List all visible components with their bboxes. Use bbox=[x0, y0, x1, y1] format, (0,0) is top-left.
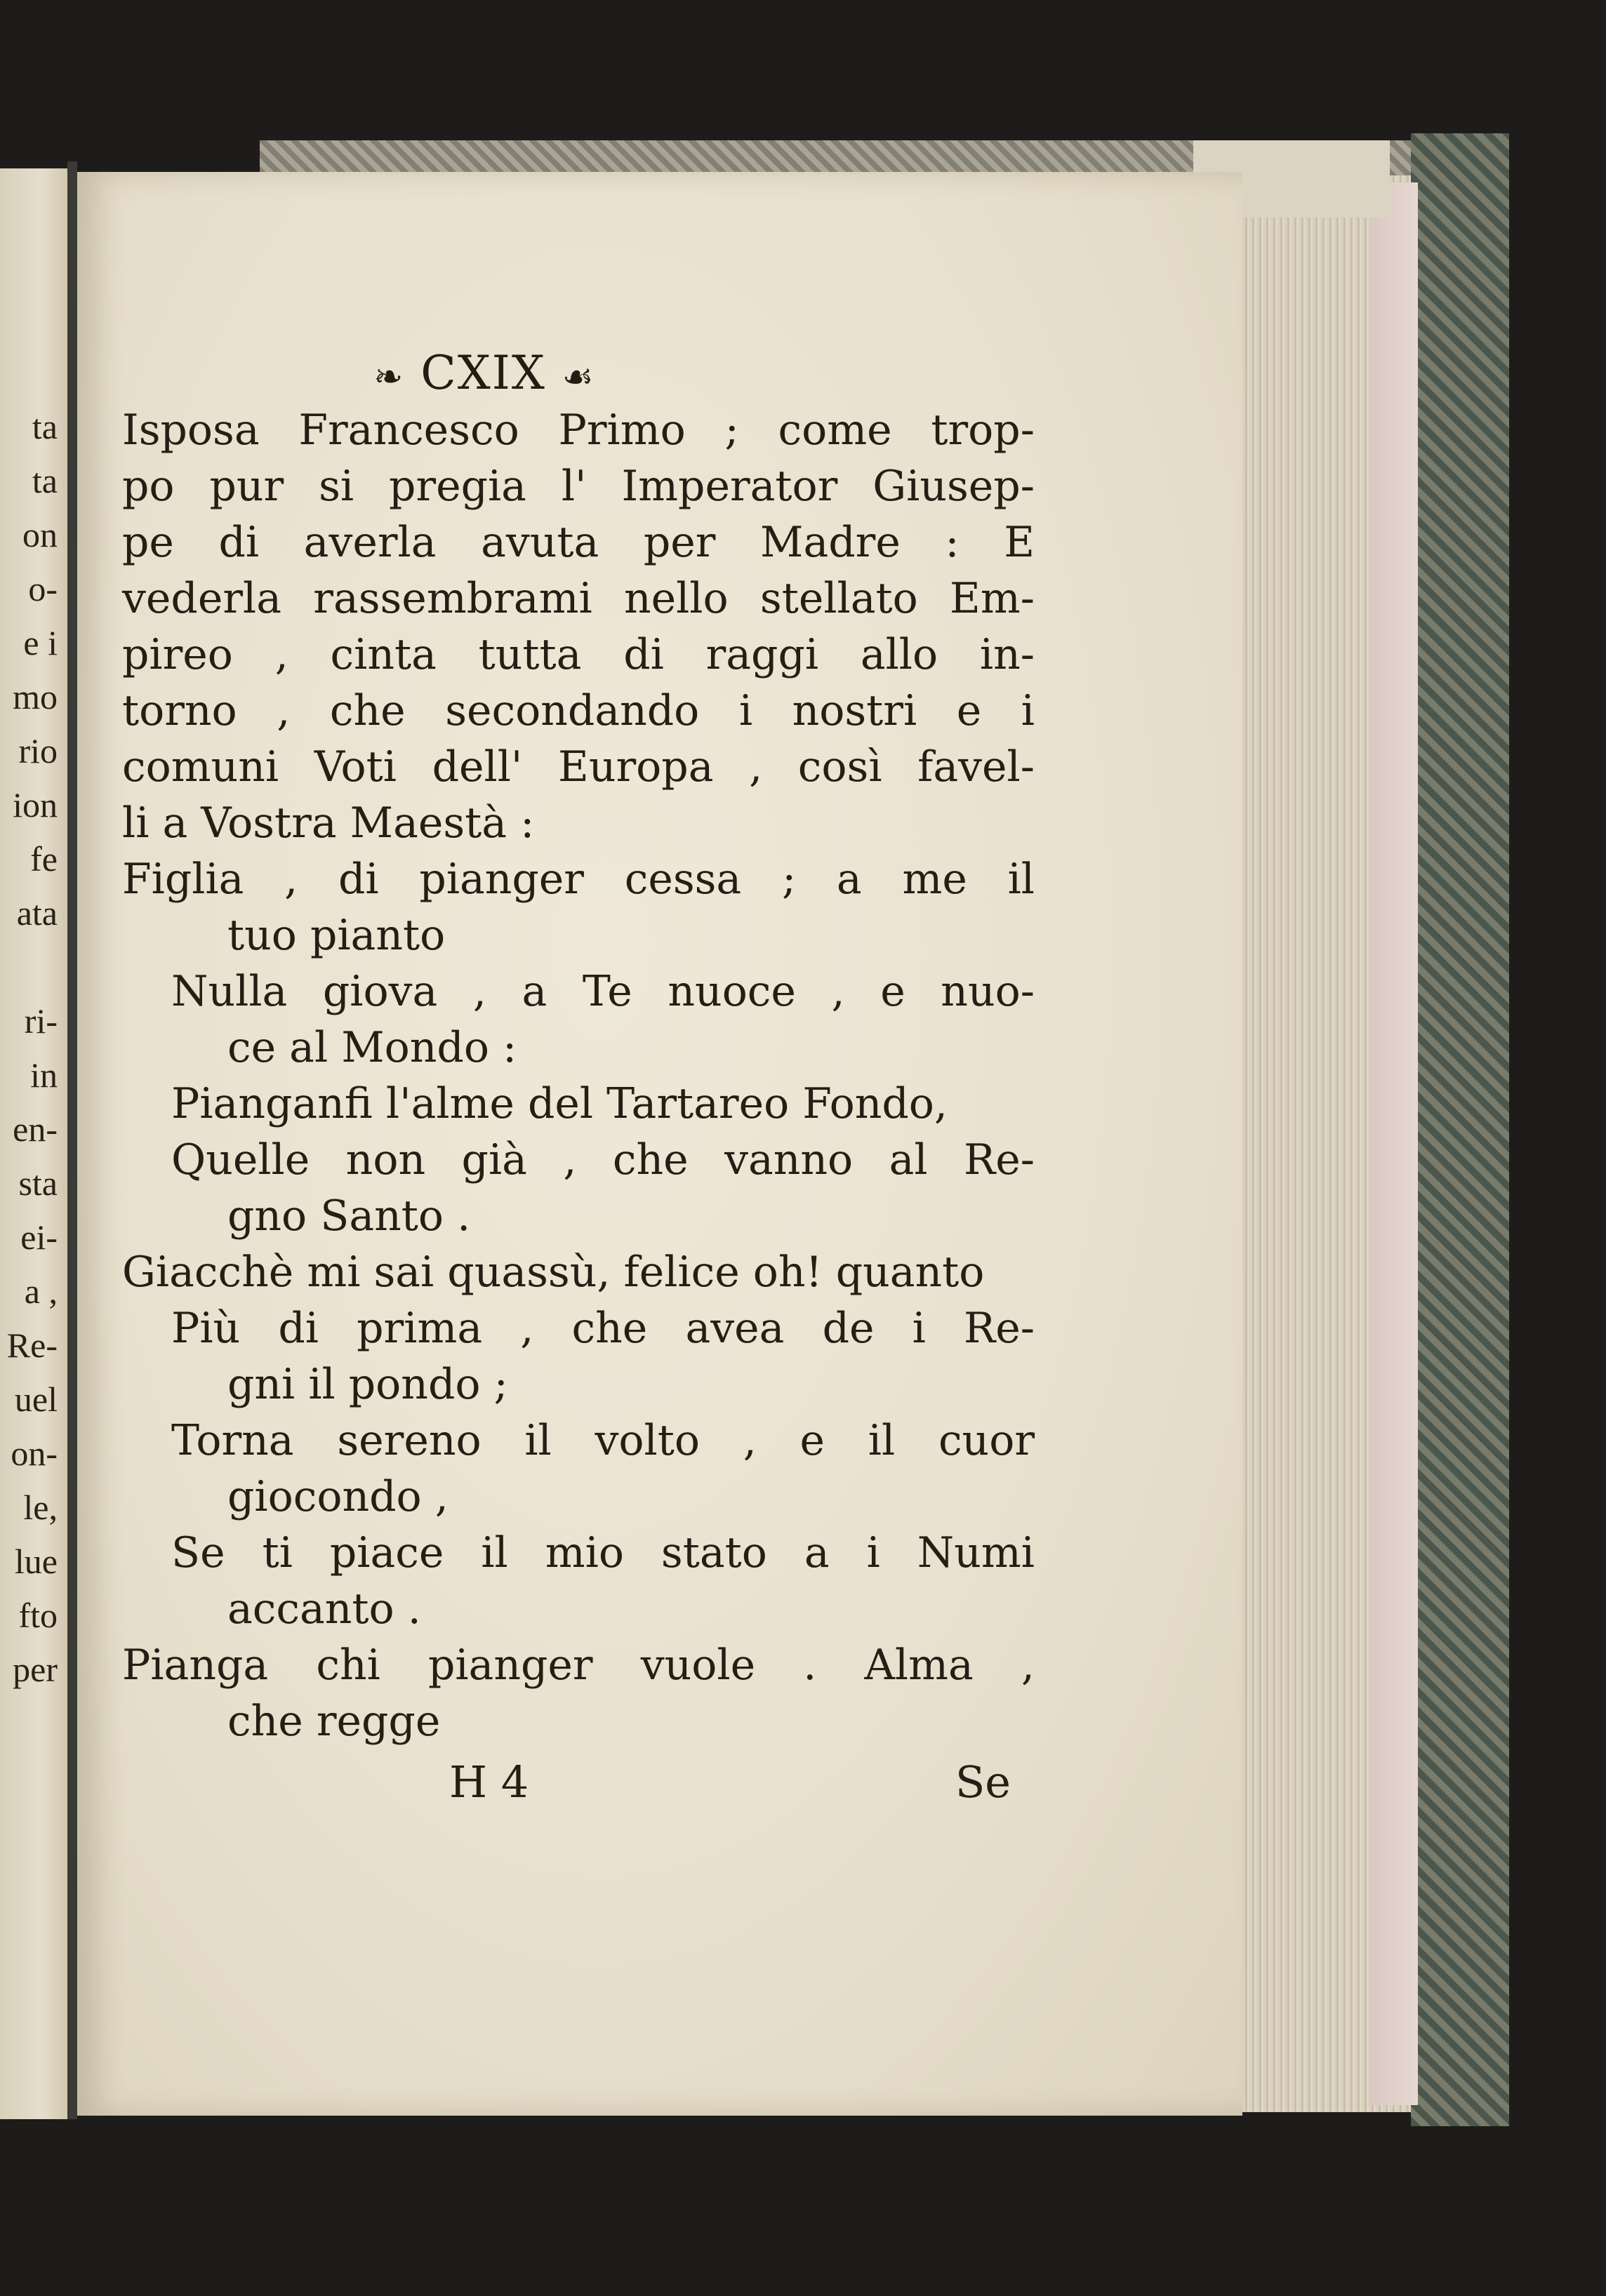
book-page bbox=[77, 172, 1242, 2116]
endpaper-edge bbox=[1369, 182, 1418, 2105]
verse-continuation: tuo pianto bbox=[227, 911, 446, 960]
fragment: e i bbox=[23, 623, 58, 662]
previous-page-text-fragments bbox=[0, 400, 58, 1697]
verse-continuation: accanto . bbox=[227, 1584, 421, 1634]
signature-mark: H 4 bbox=[449, 1756, 529, 1808]
verse-line: Più di prima , che avea de i Re- bbox=[171, 1304, 1035, 1353]
prose-line: pireo , cinta tutta di raggi allo in- bbox=[122, 630, 1035, 679]
fragment: lue bbox=[14, 1542, 58, 1581]
verse-line: Pianganfi l'alme del Tartareo Fondo, bbox=[171, 1079, 948, 1128]
verse-line: Se ti piace il mio stato a i Numi bbox=[171, 1528, 1035, 1577]
fragment: ei- bbox=[20, 1217, 58, 1257]
fragment: per bbox=[13, 1650, 58, 1689]
fragment: a , bbox=[24, 1272, 58, 1311]
verse-line: Torna sereno il volto , e il cuor bbox=[171, 1416, 1035, 1465]
fragment: fe bbox=[30, 839, 58, 879]
fragment: fto bbox=[18, 1596, 58, 1635]
fragment bbox=[0, 940, 58, 994]
verse-line: Pianga chi pianger vuole . Alma , bbox=[122, 1641, 1035, 1690]
fragment: ta bbox=[32, 461, 58, 500]
fleuron-left-icon: ❧ bbox=[373, 356, 405, 397]
verse-continuation: gni il pondo ; bbox=[227, 1360, 508, 1409]
prose-line: po pur si pregia l' Imperator Giusep- bbox=[122, 462, 1035, 511]
fragment: le, bbox=[23, 1488, 58, 1527]
fragment: in bbox=[30, 1055, 58, 1095]
page-number: CXIX bbox=[420, 346, 546, 400]
prose-line: torno , che secondando i nostri e i bbox=[122, 686, 1035, 735]
fragment: on- bbox=[11, 1434, 58, 1473]
marbled-cover-edge bbox=[1411, 133, 1509, 2126]
verse-line: Quelle non già , che vanno al Re- bbox=[171, 1135, 1035, 1184]
prose-line: vederla rassembrami nello stellato Em- bbox=[122, 574, 1035, 623]
fragment: ri- bbox=[24, 1001, 58, 1041]
fragment: ata bbox=[16, 893, 58, 933]
verse-line: Nulla giova , a Te nuoce , e nuo- bbox=[171, 967, 1035, 1016]
fragment: rio bbox=[18, 731, 58, 770]
prose-line: Isposa Francesco Primo ; come trop- bbox=[122, 406, 1035, 455]
fragment: sta bbox=[18, 1163, 58, 1203]
verse-continuation: gno Santo . bbox=[227, 1192, 471, 1241]
fragment: uel bbox=[14, 1380, 58, 1419]
catchword: Se bbox=[955, 1756, 1011, 1808]
verse-line: Giacchè mi sai quassù, felice oh! quanto bbox=[122, 1248, 985, 1297]
running-head bbox=[77, 346, 891, 400]
fragment: ion bbox=[13, 785, 58, 825]
fragment: ta bbox=[32, 407, 58, 446]
verse-continuation: che regge bbox=[227, 1697, 441, 1746]
fragment: en- bbox=[13, 1109, 58, 1149]
prose-line: comuni Voti dell' Europa , così favel- bbox=[122, 742, 1035, 792]
fragment: on bbox=[22, 515, 58, 554]
fragment: mo bbox=[13, 677, 58, 716]
prose-line: li a Vostra Maestà : bbox=[122, 799, 535, 848]
gutter bbox=[67, 161, 77, 2119]
fragment: o- bbox=[28, 569, 58, 608]
fragment: Re- bbox=[6, 1326, 58, 1365]
body-text bbox=[122, 402, 1035, 1749]
verse-line: Figlia , di pianger cessa ; a me il bbox=[122, 855, 1035, 904]
fleuron-right-icon: ☙ bbox=[562, 356, 595, 397]
verse-continuation: giocondo , bbox=[227, 1472, 449, 1521]
prose-line: pe di averla avuta per Madre : E bbox=[122, 518, 1035, 567]
verse-continuation: ce al Mondo : bbox=[227, 1023, 517, 1072]
